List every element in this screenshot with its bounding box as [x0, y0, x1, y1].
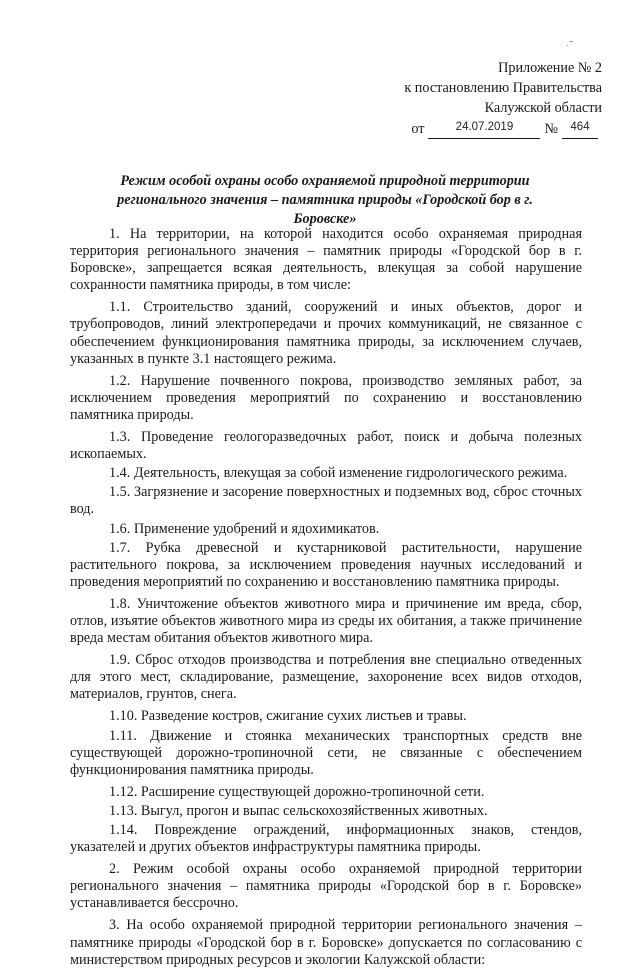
appendix-number: Приложение № 2 — [498, 60, 602, 76]
paragraph-1-4: 1.4. Деятельность, влекущая за собой изменение гидрологического режима. — [109, 465, 568, 482]
paragraph-1-14: 1.14. Повреждение ограждений, информационных знаков, стендов, указателей и других объектов инфраструктуры памятника природы. — [70, 822, 582, 856]
paragraph-1-10: 1.10. Разведение костров, сжигание сухих листьев и травы. — [109, 708, 467, 725]
paragraph-1-6: 1.6. Применение удобрений и ядохимикатов. — [109, 520, 380, 537]
resolution-date-number — [362, 119, 602, 139]
resolution-number: 464 — [570, 121, 590, 133]
paragraph-1-8: 1.8. Уничтожение объектов животного мира и причинение им вреда, сбор, отлов, изъятие объектов животного мира из среды их обитания, а также причинение вреда местам обитания объектов животного мира. — [70, 595, 582, 647]
paragraph-1-12: 1.12. Расширение существующей дорожно-тропиночной сети. — [109, 783, 485, 800]
document-body — [70, 226, 582, 971]
paragraph-1-5: 1.5. Загрязнение и засорение поверхностных и подземных вод, сброс сточных вод. — [70, 484, 582, 518]
paragraph-1-2: 1.2. Нарушение почвенного покрова, производство земляных работ, за исключением проведения мероприятий по сохранению и восстановлению памятника природы. — [70, 372, 582, 423]
paragraph-1-7: 1.7. Рубка древесной и кустарниковой растительности, нарушение растительного покрова, за исключением проведения научных исследований и проведения мероприятий по сохранению и восстановлению памятника природы. — [70, 539, 582, 590]
paragraph-1-13: 1.13. Выгул, прогон и выпас сельскохозяйственных животных. — [109, 802, 488, 819]
appendix-authority: Калужской области — [484, 100, 602, 116]
number-blank — [562, 122, 598, 139]
document-title: Режим особой охраны особо охраняемой природной территории регионального значения – памятника природы «Городской бор в г. Боровске» — [117, 173, 533, 227]
paragraph-3: 3. На особо охраняемой природной территории регионального значения – памятнике природы «Городской бор в г. Боровске» допускается по согласованию с министерством природных ресурсов и экологии Калужской области: — [70, 917, 582, 968]
appendix-header — [362, 58, 602, 139]
paragraph-1-1: 1.1. Строительство зданий, сооружений и иных объектов, дорог и трубопроводов, линий электропередачи и прочих коммуникаций, не связанное с обеспечением функционирования памятника природы, за исключением случаев, указанных в пункте 3.1 настоящего режима. — [70, 299, 582, 367]
scan-speck: ·˜ — [566, 40, 573, 51]
resolution-date: 24.07.2019 — [455, 121, 514, 133]
paragraph-2: 2. Режим особой охраны особо охраняемой природной территории регионального значения – памятника природы «Городской бор в г. Боровске» устанавливается бессрочно. — [70, 861, 582, 912]
paragraph-1-3: 1.3. Проведение геологоразведочных работ, поиск и добыча полезных ископаемых. — [70, 429, 582, 463]
number-label: № — [544, 121, 558, 137]
paragraph-1: 1. На территории, на которой находится особо охраняемая природная территория регионального значения – памятник природы «Городской бор в г. Боровске», запрещается всякая деятельность, влекущая за собой нарушение сохранности памятника природы, в том числе: — [70, 226, 582, 294]
date-blank — [428, 122, 540, 139]
paragraph-1-9: 1.9. Сброс отходов производства и потребления вне специально отведенных для этого мест, складирование, размещение, захоронение всех видов отходов, материалов, грунтов, снега. — [70, 652, 582, 703]
appendix-resolution-ref: к постановлению Правительства — [404, 80, 602, 96]
from-label: от — [411, 121, 425, 137]
paragraph-1-11: 1.11. Движение и стоянка механических транспортных средств вне существующей дорожно-тропиночной сети, не связанные с обеспечением функционирования памятника природы. — [70, 727, 582, 778]
